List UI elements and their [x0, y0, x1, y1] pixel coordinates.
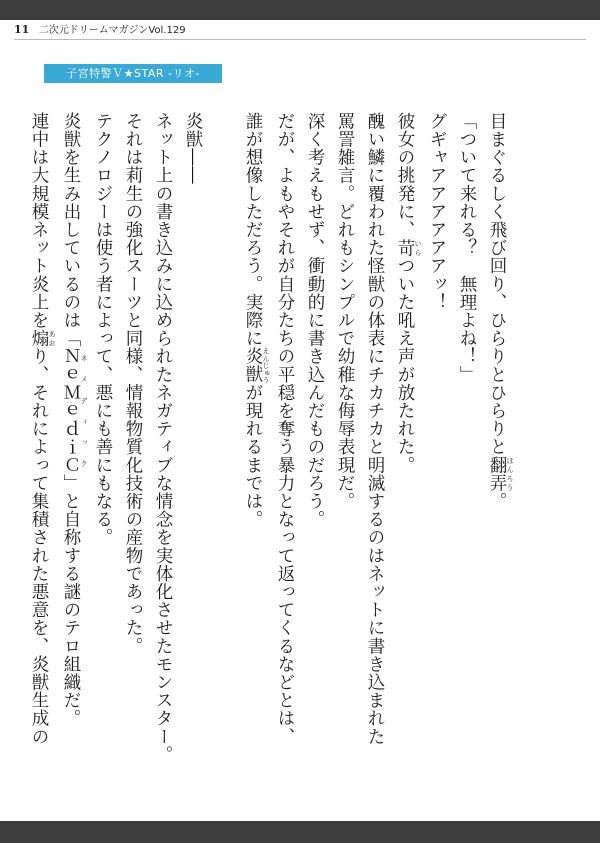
magazine-title: 二次元ドリームマガジンVol.129: [38, 25, 186, 36]
body-line-8: だが、よもやそれが自分たちの平穏を奪う暴力となって返ってくるなどとは、: [275, 112, 295, 746]
body-line-5: 醜い鱗に覆われた怪獣の体表にチカチカと明滅するのはネットに書き込まれた: [365, 112, 385, 746]
body-line-7: 深く考えもせず、衝動的に書き込んだものだろう。: [305, 112, 325, 529]
story-title-banner: 子宮特警Ｖ★STAR -リオ-: [44, 64, 222, 83]
top-bar: [0, 0, 600, 20]
body-line-12: それは莉生の強化スーツと同様、情報物質化技術の産物であった。: [123, 112, 143, 655]
body-line-6: 罵詈雑言。どれもシンプルで幼稚な侮辱表現だ。: [335, 112, 355, 511]
body-line-3: グギャアアアアアアッ！: [427, 112, 447, 312]
body-line-13: テクノロジーは使う者によって、悪にも善にもなる。: [93, 112, 113, 547]
story-body: [29, 112, 514, 764]
page-number: 11: [14, 23, 30, 36]
body-line-1: 目まぐるしく飛び回り、ひらりとひらりと翻弄 ほんろう。: [487, 112, 514, 511]
header-divider: [14, 39, 586, 40]
body-line-11: ネット上の書き込みに込められたネガティブな情念を実体化させたモンスター。: [153, 112, 173, 764]
bottom-bar: [0, 821, 600, 843]
body-line-9: 誰が想像しただろう。実際に炎獣 えんじゅうが現れるまでは。: [243, 112, 270, 529]
body-line-2: 「ついて来れる？ 無理よね！」: [457, 112, 477, 384]
page-header: [14, 22, 186, 38]
body-line-14: 炎獣を生み出しているのは「ＮｅＭｅｄｉＣ ネメディック」と自称する謎のテロ組織だ。: [61, 112, 88, 728]
body-line-10: 炎獣――: [183, 112, 203, 185]
body-line-15: 連中は大規模ネット炎上を煽 あおり、それによって集積された悪意を、炎獣生成の: [29, 112, 56, 746]
body-line-4: 彼女の挑発に、苛 いらついた吼え声が放たれた。: [395, 112, 422, 475]
